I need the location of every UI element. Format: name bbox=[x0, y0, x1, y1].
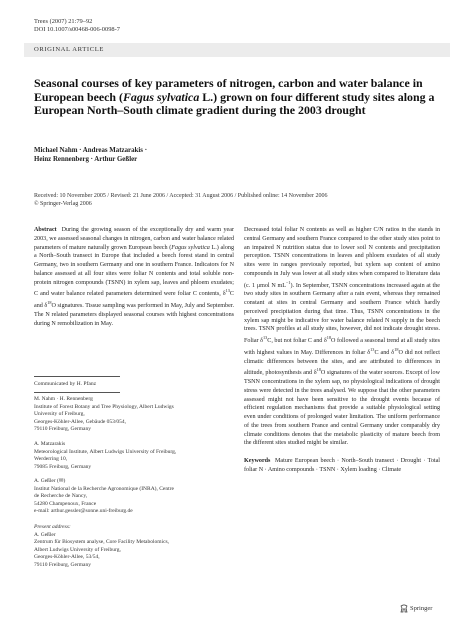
copyright-line: © Springer-Verlag 2006 bbox=[34, 201, 92, 207]
dates-line-1: Received: 10 November 2005 / Revised: 21 June 2006 / Accepted: 31 August 2006 / Published online: 14 November 2006 bbox=[34, 193, 328, 199]
abstract-right-column bbox=[244, 226, 440, 475]
communicated-by: Communicated by H. Pfanz bbox=[34, 381, 97, 387]
affiliation-line: Institute of Forest Botany and Tree Physiology, Albert Ludwigs bbox=[34, 403, 174, 410]
affiliation-block-1 bbox=[34, 396, 234, 434]
affiliation-line: A. Geßler (✉) bbox=[34, 478, 66, 484]
journal-header bbox=[34, 18, 120, 34]
keywords-label: Keywords bbox=[244, 458, 271, 465]
affiliation-line: A. Geßler bbox=[34, 531, 56, 538]
affiliation-line: de Recherche de Nancy, bbox=[34, 493, 88, 499]
email-address[interactable]: e-mail: arthur.gessler@sonne.uni-freiburg.de bbox=[34, 508, 133, 514]
present-address-block bbox=[34, 524, 234, 569]
abstract-left-column bbox=[34, 226, 234, 328]
authors bbox=[34, 146, 434, 164]
paper-title: Seasonal courses of key parameters of nitrogen, carbon and water balance in European beech (Fagus sylvatica L.) grown on four different study sites along a European North–South climate gradient during the 2003 drought bbox=[34, 76, 435, 117]
affiliation-line: Albert Ludwigs University of Freiburg, bbox=[34, 546, 121, 553]
affiliation-line: Werderring 10, bbox=[34, 456, 68, 462]
affiliation-line: Institut National de la Recherche Agronomique (INRA), Centre bbox=[34, 485, 174, 492]
publisher-logo bbox=[400, 604, 432, 613]
keywords-text: Mature European beech · North–South transect · Drought · Total foliar N · Amino compounds · TSNN · Xylem loading · Climate bbox=[244, 458, 441, 473]
affiliation-line: 54280 Champenoux, France bbox=[34, 500, 97, 507]
publisher-name: Springer bbox=[410, 604, 433, 612]
affiliation-block-2 bbox=[34, 441, 234, 471]
affiliation-block-3 bbox=[34, 478, 234, 516]
affiliation-line: A. Matzarakis bbox=[34, 441, 66, 447]
affiliation-line: University of Freiburg, bbox=[34, 411, 85, 417]
footnote-divider bbox=[34, 376, 120, 377]
doi: DOI 10.1007/s00468-006-0098-7 bbox=[34, 26, 120, 34]
springer-horse-icon bbox=[400, 605, 410, 612]
article-type-band bbox=[24, 43, 450, 57]
affiliation-line: M. Nahm · H. Rennenberg bbox=[34, 396, 93, 402]
keywords-paragraph bbox=[244, 457, 440, 475]
authors-line-1: Michael Nahm · Andreas Matzarakis · bbox=[34, 147, 147, 154]
abstract-text: During the growing season of the exceptionally dry and warm year 2003, we assessed seasonal changes in nitrogen, carbon and water balance related parameters of mature naturally grown European beech (Fagus sylvatica L.) along a North–South transect in Europe that included a beech forest stand in central Germany, two in southern Germany and one in southern France. Indicators for N balance assessed at all four sites were foliar N contents and total soluble non-protein nitrogen compounds (TSNN) in xylem sap, leaves and phloem exudates; C and water balance related parameters determined were foliar C contents, $\delta^{13}C$ and $\delta^{18}O$ signatures. Tissue sampling was performed in May, July and September. The N related parameters displayed seasonal courses with highest concentrations during N remobilization in May. bbox=[34, 227, 235, 327]
abstract-continued: Decreased total foliar N contents as well as higher C/N ratios in the stands in central Germany and southern France compared to the other study sites point to an impaired N nutrition status due to lower soil N contents and precipitation perception. TSNN concentrations in leaves and phloem exudates of all study sites were in ranges previously reported, but xylem sap content of amino compounds in July was lower at all study sites when compared to literature data (c. 1 μmol N $mL^{-1}$). In September, TSNN concentrations increased again at the two study sites in southern Germany after a rain event, whereas they remained constant at sites in central Germany and southern France which hardly perceived precipitation during that time. Thus, TSNN concentrations in the xylem sap might be indicative for water balance related N supply in the beech trees. TSNN profiles at all study sites, however, did not indicate drought stress. Foliar $\delta^{13}C$, but not foliar C and $\delta^{18}O$ followed a seasonal trend at all study sites with highest values in May. Differences in foliar $\delta^{13}C$ and $\delta^{18}O$ did not reflect climatic differences between the sites, and are attributed to differences in altitude, photosynthesis and $\delta^{18}O$ signatures of the water sources. Except of low TSNN concentrations in the xylem sap, no physiological indications of drought stress were detected in the trees analysed. We suppose that the other parameters assessed might not have been sensitive to the drought events because of efficient regulation mechanisms that provide a suitable physiological setting even under conditions of prolonged water limitation. The uniform performance of the trees from southern France and central Germany under comparably dry climate conditions denotes that the metabolic plasticity of mature beech from the different sites studied might be similar. bbox=[244, 227, 440, 447]
publication-dates bbox=[34, 192, 454, 208]
affiliation-line: Zentrum für Biosystem analyse, Core Facility Metabolomics, bbox=[34, 539, 170, 545]
footnote-divider-2 bbox=[34, 392, 120, 393]
affiliation-line: 79085 Freiburg, Germany bbox=[34, 463, 92, 470]
present-address-label: Present address: bbox=[34, 524, 71, 530]
affiliation-line: Georges-Köhler-Allee, 53/54, bbox=[34, 554, 100, 560]
affiliation-line: Georges-Köhler-Allee, Gebäude 053/054, bbox=[34, 418, 127, 425]
authors-line-2: Heinz Rennenberg · Arthur Geßler bbox=[34, 156, 138, 163]
abstract-label: Abstract bbox=[34, 227, 57, 233]
citation: Trees (2007) 21:79–92 bbox=[34, 18, 93, 25]
affiliation-line: Meteorological Institute, Albert Ludwigs University of Freiburg, bbox=[34, 448, 177, 455]
affiliation-line: 79110 Freiburg, Germany bbox=[34, 426, 91, 432]
abstract-paragraph bbox=[34, 226, 234, 328]
affiliation-line: 79110 Freiburg, Germany bbox=[34, 561, 91, 568]
article-type-label: ORIGINAL ARTICLE bbox=[34, 46, 104, 53]
